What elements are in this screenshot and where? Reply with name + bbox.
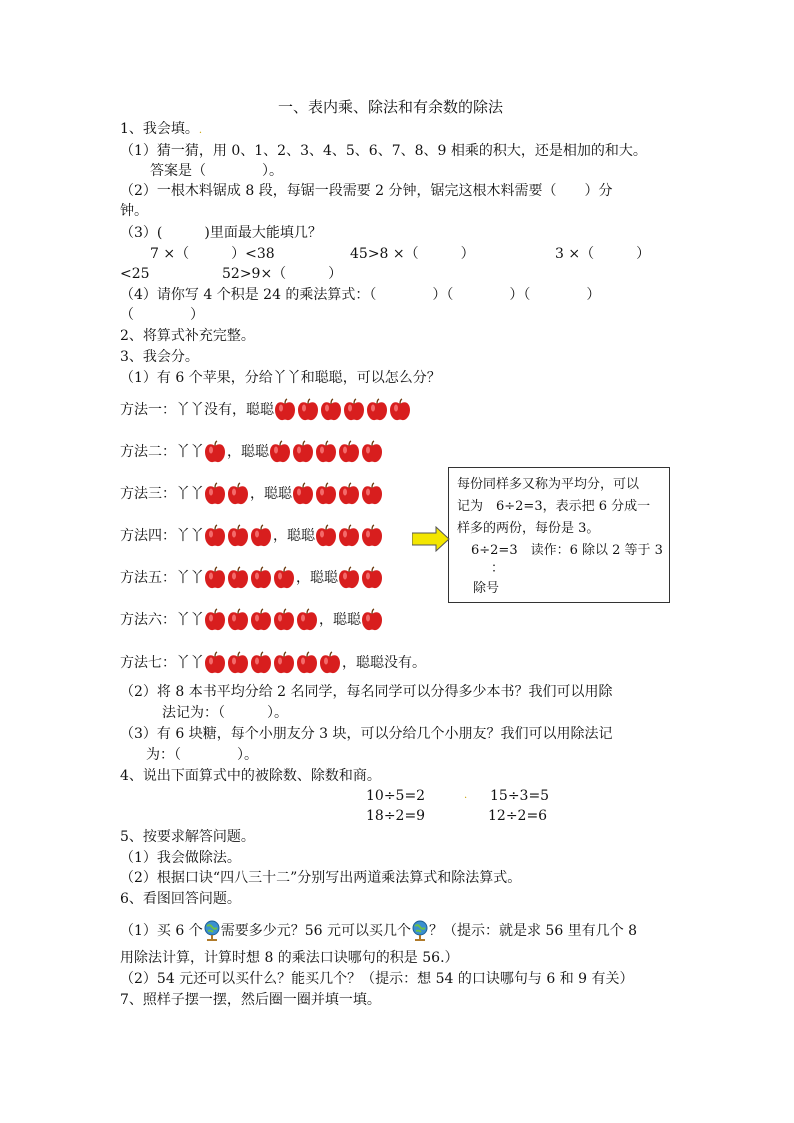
method-label: 方法四：丫丫 — [120, 528, 204, 544]
apple-icon — [227, 566, 249, 590]
s3-q3-line1: （3）有 6 块糖，每个小朋友分 3 块，可以分给几个小朋友？我们可以用除法记 — [120, 726, 613, 742]
s1-q3-c: 3 ×（ ） — [555, 246, 651, 262]
apple-icon — [204, 524, 226, 548]
section-5-heading: 5、按要求解答问题。 — [120, 829, 255, 845]
s6-q1-line1 — [120, 918, 637, 944]
s1-q1-line1: （1）猜一猜，用 0、1、2、3、4、5、6、7、8、9 相乘的积大，还是相加的和大。 — [120, 143, 647, 159]
apple-icon — [315, 524, 337, 548]
page-title: 一、表内乘、除法和有余数的除法 — [278, 98, 504, 116]
section-2-heading: 2、将算式补充完整。 — [120, 328, 255, 344]
s6-q1-c: ？（提示：就是求 56 里有几个 8 — [428, 923, 638, 939]
apple-icon — [338, 524, 360, 548]
method-row — [120, 650, 426, 676]
apple-icon — [274, 398, 296, 422]
s1-q3-b: 45>8 ×（ ） — [350, 246, 475, 262]
congcong-apples — [338, 565, 384, 591]
apple-icon — [250, 524, 272, 548]
apple-icon — [273, 651, 295, 675]
method-label: 方法一：丫丫没有，聪聪 — [120, 402, 274, 418]
apple-icon — [227, 482, 249, 506]
method-mid-label: ，聪聪 — [227, 444, 269, 460]
section-3-heading: 3、我会分。 — [120, 349, 199, 365]
apple-icon — [319, 651, 341, 675]
s4-e2: 15÷3=5 — [490, 788, 550, 804]
apple-icon — [204, 440, 226, 464]
apple-icon — [389, 398, 411, 422]
section-4-heading: 4、说出下面算式中的被除数、除数和商。 — [120, 768, 381, 784]
method-mid-label: ，聪聪 — [250, 486, 292, 502]
info-box — [448, 467, 670, 603]
s4-e3: 18÷2=9 — [366, 808, 426, 824]
apple-icon — [227, 524, 249, 548]
s1-q3-e: 52>9×（ ） — [222, 266, 343, 282]
apple-icon — [204, 482, 226, 506]
s1-q3-d: <25 — [120, 266, 150, 282]
apple-icon — [297, 398, 319, 422]
method-tail: ，聪聪没有。 — [342, 655, 426, 671]
s3-q3-line2: 为：（ ）。 — [146, 747, 258, 763]
s1-q1-line2: 答案是（ ）。 — [150, 163, 283, 179]
method-label: 方法七：丫丫 — [120, 655, 204, 671]
method-label: 方法五：丫丫 — [120, 570, 204, 586]
s3-q2-line1: （2）将 8 本书平均分给 2 名同学，每名同学可以分得多少本书？我们可以用除 — [120, 684, 613, 700]
s1-q3-line1: （3）( )里面最大能填几？ — [120, 225, 322, 241]
apple-icon — [361, 524, 383, 548]
apple-icon — [315, 440, 337, 464]
s6-q2: （2）54 元还可以买什么？能买几个？（提示：想 54 的口诀哪句与 6 和 9 有关） — [120, 971, 634, 987]
congcong-apples — [315, 523, 384, 549]
method-label: 方法六：丫丫 — [120, 612, 204, 628]
apple-icon — [361, 482, 383, 506]
apple-icon — [296, 608, 318, 632]
info-line-3: 样多的两份，每份是 3。 — [457, 521, 600, 536]
s3-q1: （1）有 6 个苹果，分给丫丫和聪聪，可以怎么分？ — [120, 370, 441, 386]
apple-icon — [250, 651, 272, 675]
apple-icon — [361, 440, 383, 464]
method-row — [120, 565, 384, 591]
s1-q2-line2: 钟。 — [120, 203, 148, 219]
method-row — [120, 607, 384, 633]
apple-icon — [273, 608, 295, 632]
info-line-4: 6÷2=3 读作：6 除以 2 等于 3 — [471, 543, 663, 558]
apple-icon — [250, 566, 272, 590]
method-label: 方法二：丫丫 — [120, 444, 204, 460]
apple-icon — [292, 482, 314, 506]
globe-icon — [411, 920, 429, 942]
s3-q2-line2: 法记为：（ ）。 — [162, 705, 288, 721]
apple-icon — [204, 608, 226, 632]
method-row — [120, 439, 384, 465]
s6-q1-b: 需要多少元？56 元可以买几个 — [220, 923, 411, 939]
apple-icon — [269, 440, 291, 464]
info-line-2: 记为 6÷2=3，表示把 6 分成一 — [457, 499, 651, 514]
method-mid-label: ，聪聪 — [319, 612, 361, 628]
info-line-6: 除号 — [473, 581, 500, 596]
apple-icon — [227, 608, 249, 632]
apple-icon — [361, 608, 383, 632]
s4-e4: 12÷2=6 — [488, 808, 548, 824]
info-line-5: ： — [491, 561, 505, 576]
apple-icon — [204, 566, 226, 590]
method-mid-label: ，聪聪 — [296, 570, 338, 586]
method-row — [120, 523, 384, 549]
s6-q1-a: （1）买 6 个 — [120, 923, 203, 939]
arrow-right-icon — [412, 526, 450, 552]
method-mid-label: ，聪聪 — [273, 528, 315, 544]
method-label: 方法三：丫丫 — [120, 486, 204, 502]
section-7-heading: 7、照样子摆一摆，然后圈一圈并填一填。 — [120, 992, 381, 1008]
globe-icon — [203, 920, 221, 942]
apple-icon — [296, 651, 318, 675]
apple-icon — [338, 566, 360, 590]
s6-q1-line2: 用除法计算，计算时想 8 的乘法口诀哪句的积是 56.） — [120, 950, 459, 966]
apple-icon — [273, 566, 295, 590]
s4-dot: . — [464, 790, 468, 801]
s5-q2: （2）根据口诀“四八三十二”分别写出两道乘法算式和除法算式。 — [120, 870, 522, 886]
congcong-apples — [269, 439, 384, 465]
yaya-apples — [204, 481, 250, 507]
yaya-apples — [204, 650, 342, 676]
method-row — [120, 481, 384, 507]
apple-icon — [292, 440, 314, 464]
yaya-apples — [204, 439, 227, 465]
yaya-apples — [204, 607, 319, 633]
yaya-apples — [204, 565, 296, 591]
apple-icon — [343, 398, 365, 422]
method-row — [120, 397, 412, 423]
s1-q4-line2: （ ） — [120, 307, 204, 323]
congcong-apples — [361, 607, 384, 633]
apple-icon — [204, 651, 226, 675]
apple-icon — [361, 566, 383, 590]
s5-q1: （1）我会做除法。 — [120, 850, 241, 866]
s4-e1: 10÷5=2 — [366, 788, 426, 804]
apple-icon — [338, 482, 360, 506]
s1-q2-line1: （2）一根木料锯成 8 段，每锯一段需要 2 分钟，锯完这根木料需要（ ）分 — [120, 183, 613, 199]
apple-icon — [366, 398, 388, 422]
congcong-apples — [292, 481, 384, 507]
apple-icon — [250, 608, 272, 632]
s1-q3-a: 7 ×（ ）<38 — [150, 246, 275, 262]
info-line-1: 每份同样多又称为平均分，可以 — [457, 477, 640, 492]
congcong-apples — [274, 397, 412, 423]
apple-icon — [315, 482, 337, 506]
s1-q4-line1: （4）请你写 4 个积是 24 的乘法算式：（ ）（ ）（ ） — [120, 287, 601, 303]
apple-icon — [338, 440, 360, 464]
apple-icon — [227, 651, 249, 675]
section-6-heading: 6、看图回答问题。 — [120, 891, 241, 907]
yaya-apples — [204, 523, 273, 549]
apple-icon — [320, 398, 342, 422]
section-1-heading: 1、我会填。. — [120, 121, 203, 137]
